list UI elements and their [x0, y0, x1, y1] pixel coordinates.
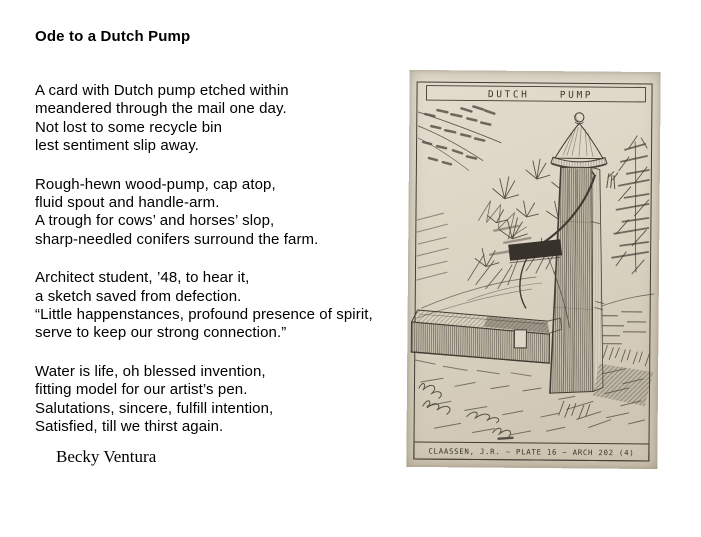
poem-line: Not lost to some recycle bin — [35, 118, 223, 136]
poem-line: Architect student, ’48, to hear it, — [35, 269, 250, 287]
poem-line: meandered through the mail one day. — [35, 100, 287, 118]
poem-stanza-2 — [35, 176, 373, 250]
poem-title: Ode to a Dutch Pump — [35, 28, 191, 45]
poem-stanza-1 — [35, 82, 373, 156]
poem-line: “Little happenstances, profound presence of spirit, — [35, 306, 373, 324]
pump-sketch-svg — [406, 70, 660, 469]
poem-line: a sketch saved from defection. — [35, 287, 242, 305]
poem-body — [35, 82, 373, 457]
poem-line: serve to keep our strong connection.” — [35, 324, 287, 342]
poem-line: A trough for cows’ and horses’ slop, — [35, 212, 275, 230]
poem-stanza-4 — [35, 363, 373, 437]
poem-author: Becky Ventura — [56, 447, 157, 466]
poem-line: A card with Dutch pump etched within — [35, 82, 289, 99]
poem-line: Satisfied, till we thirst again. — [35, 418, 224, 436]
pump-sketch-photo — [406, 70, 660, 469]
poem-line: Rough-hewn wood-pump, cap atop, — [35, 175, 276, 193]
poem-line: sharp-needled conifers surround the farm. — [35, 230, 319, 248]
sketch-caption-text: CLAASSEN, J.R. ~ PLATE 16 ~ ARCH 202 (4) — [428, 446, 635, 458]
poem-line: Water is life, oh blessed invention, — [35, 362, 266, 380]
sketch-banner-text: DUTCH PUMP — [487, 89, 594, 102]
poem-line: fluid spout and handle-arm. — [35, 194, 220, 212]
poem-stanza-3 — [35, 269, 373, 343]
poem-line: lest sentiment slip away. — [35, 137, 199, 155]
poem-line: fitting model for our artist’s pen. — [35, 381, 248, 399]
poem-line: Salutations, sincere, fulfill intention, — [35, 399, 274, 417]
